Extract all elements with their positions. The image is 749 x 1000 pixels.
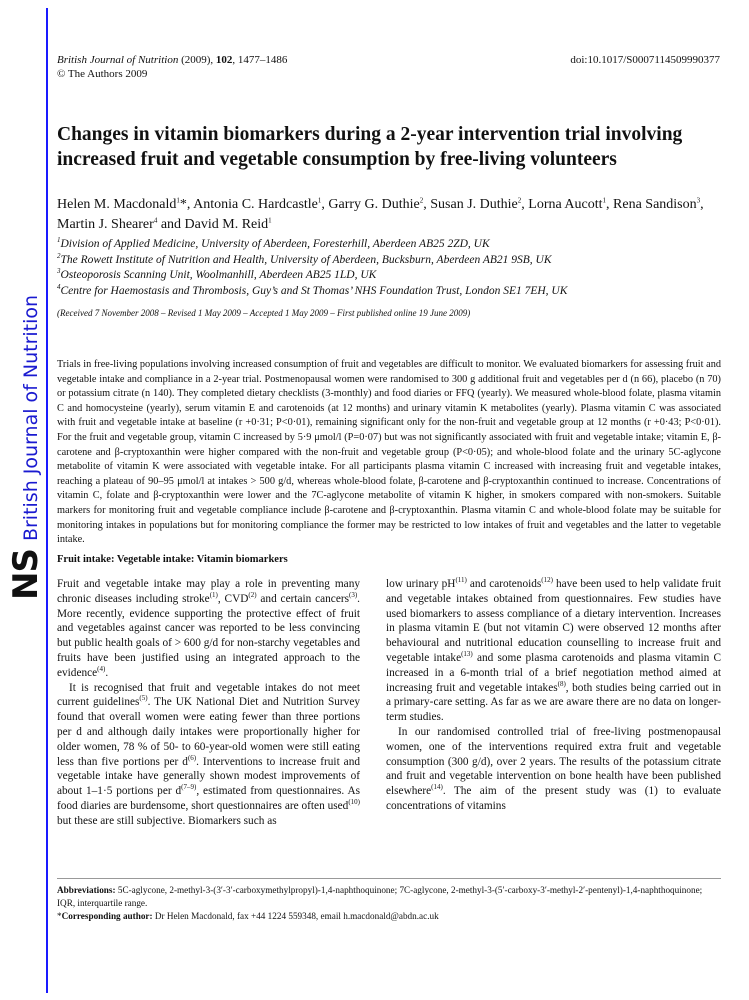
superscript: 3 xyxy=(57,267,61,276)
affiliations xyxy=(57,237,727,299)
corresponding-text: Dr Helen Macdonald, fax +44 1224 559348, email h.macdonald@abdn.ac.uk xyxy=(152,911,439,921)
citation-year: (2009), xyxy=(178,54,216,66)
margin-rule xyxy=(46,8,48,993)
text-run: . xyxy=(105,666,109,679)
line xyxy=(57,284,727,300)
asterisk: * xyxy=(57,911,62,921)
superscript: 2 xyxy=(57,251,61,260)
abbreviations-note xyxy=(57,884,721,910)
side-journal-name: British Journal of Nutrition xyxy=(20,294,42,542)
body-column-left xyxy=(57,577,360,829)
line xyxy=(57,268,727,284)
abbreviations-label: Abbreviations: xyxy=(57,885,116,895)
author-list xyxy=(57,195,727,235)
line xyxy=(57,195,727,235)
paragraph xyxy=(386,577,721,725)
text-run: and David M. Reid xyxy=(157,217,269,232)
superscript: (7–9) xyxy=(181,783,197,792)
text-run: and certain cancers xyxy=(256,592,349,605)
superscript: 2 xyxy=(517,196,522,205)
text-run: Division of Applied Medicine, University of Aberdeen, Foresterhill, Aberdeen AB25 2ZD, UK xyxy=(60,238,490,250)
doi-link[interactable]: doi:10.1017/S0007114509990377 xyxy=(570,54,720,66)
text-run: It is recognised that fruit and vegetable intakes do not meet current guidelines xyxy=(57,681,360,709)
journal-name: British Journal of Nutrition xyxy=(57,54,179,66)
superscript: 1 xyxy=(57,236,61,245)
text-run: , Rena Sandison xyxy=(606,197,697,212)
superscript: (3) xyxy=(349,591,358,600)
superscript: 4 xyxy=(57,282,61,291)
text-run: In our randomised controlled trial of free-living postmenopausal women, one of the interventions required extra fruit and vegetable consumption (300 g/d), over 2 years. The results of the potassium citrate and fruit and vegetable intervention on bone health have been published elsewhere xyxy=(386,725,721,798)
text-run: Helen M. Macdonald xyxy=(57,197,177,212)
abstract: Trials in free-living populations involving increased consumption of fruit and vegetables are difficult to monitor. We evaluated biomarkers for assessing fruit and vegetable intake and compliance in a 2-year trial. Postmenopausal women were randomised to 300 g additional fruit and vegetables per d (n 66), placebo (n 70) or potassium citrate (n 140). They completed dietary checklists (3-monthly) and food diaries or FFQ (yearly). We measured whole-blood folate, plasma vitamin C and homocysteine (yearly), serum vitamin E and carotenoids (at 12 months) and urinary vitamin K metabolites (yearly). Plasma vitamin C was associated with fruit and vegetable intake at baseline (r +0·31; P<0·01), remaining significant only for the non-fruit and vegetable group at 12 months (r +0·43; P<0·01). For the fruit and vegetable group, vitamin C increased by 5·9 μmol/l (P=0·07) but was not significantly associated with fruit and vegetable intake; vitamin E, β-carotene and β-cryptoxanthin were higher compared with the non-fruit and vegetable group (P<0·05); and whole-blood folate and the urinary 5C-aglycone metabolite of vitamin K were associated with vegetable intake. For all participants plasma vitamin C increased with increasing fruit and vegetable intakes, reaching a plateau of 90–95 μmol/l at intakes > 500 g/d, whereas whole-blood folate, β-carotene and β-cryptoxanthin continued to increase. Concentrations of vitamin C, folate and β-cryptoxanthin were lower and the 7C-aglycone metabolite of vitamin K higher, in smokers compared with non-smokers. Suitable markers for monitoring fruit and vegetable compliance include β-carotene and β-cryptoxanthin. Plasma vitamin C and whole-blood folate may be suitable for monitoring intakes in populations but for monitoring compliance the former may be restricted to low intakes of fruit and vegetables and the latter to vegetable intake. xyxy=(57,359,721,546)
text-run: *, Antonia C. Hardcastle xyxy=(179,197,318,212)
superscript: (4) xyxy=(97,665,106,674)
text-run: low urinary pH xyxy=(386,578,456,590)
text-run: and some plasma carotenoids and plasma vitamin C increased in a 6-month trial of a brief negotiation method aimed at increasing fruit and vegetable intakes xyxy=(386,651,721,694)
text-run: Osteoporosis Scanning Unit, Woolmanhill, Aberdeen AB25 1LD, UK xyxy=(60,269,377,281)
journal-side-logo xyxy=(6,295,46,600)
superscript: (14) xyxy=(431,783,443,792)
paragraph xyxy=(57,577,360,681)
superscript: 3 xyxy=(696,196,701,205)
footnotes xyxy=(57,884,721,923)
superscript: (13) xyxy=(461,650,473,659)
superscript: (1) xyxy=(209,591,218,600)
line xyxy=(57,253,727,269)
text-run: . Interventions to increase fruit and vegetable intake have generally shown modest improvements of about 1–1·5 portions per d xyxy=(57,755,360,798)
abbreviations-text: 5C-aglycone, 2-methyl-3-(3′-3′-carboxymethylpropyl)-1,4-naphthoquinone; 7C-aglycone, 2-methyl-3-(5′-carboxy-3′-methyl-2′-pentenyl)-1,4-naphthoquinone; IQR, interquartile range. xyxy=(57,885,703,908)
superscript: (12) xyxy=(541,576,553,585)
footnote-rule xyxy=(57,878,721,879)
text-run: , both studies being carried out in a primary-care setting. As far as we are aware there are no data on longer-term studies. xyxy=(386,681,721,724)
article-title: Changes in vitamin biomarkers during a 2-year intervention trial involving increased fruit and vegetable consumption by free-living volunteers xyxy=(57,124,683,170)
text-run: , CVD xyxy=(217,592,249,605)
text-run: , Lorna Aucott xyxy=(521,197,603,212)
text-run: have been used to help validate fruit and vegetable intakes obtained from questionnaires. Few studies have used biomarkers to assess compliance of a dietary intervention. Increases in plasma vitamin E (but not vitamin C) were observed 12 months after behavioural and nutritional education counselling to increase fruit and vegetable intake xyxy=(386,578,721,664)
text-run: Centre for Haemostasis and Thrombosis, Guy’s and St Thomas’ NHS Foundation Trust, London SE1 7EH, UK xyxy=(60,284,568,297)
text-run: The Rowett Institute of Nutrition and Health, University of Aberdeen, Bucksburn, Aberdeen AB21 9SB, UK xyxy=(60,253,552,266)
citation-line xyxy=(57,54,287,66)
pages: , 1477–1486 xyxy=(232,54,288,66)
text-run: , Garry G. Duthie xyxy=(321,197,420,212)
volume: 102 xyxy=(215,54,233,66)
text-run: Fruit and vegetable intake may play a role in preventing many chronic diseases including stroke xyxy=(57,578,360,605)
superscript: (5) xyxy=(139,694,148,703)
text-run: . The UK National Diet and Nutrition Survey found that overall women were eating fewer than three portions per d and although daily intakes were proportionally higher for older women, 78 % of 50- to 60-year-old women were still eating less than five portions per d xyxy=(57,696,360,768)
keywords: Fruit intake: Vegetable intake: Vitamin biomarkers xyxy=(57,554,288,565)
superscript: (10) xyxy=(348,798,360,807)
superscript: (11) xyxy=(455,576,467,585)
superscript: (8) xyxy=(557,679,566,688)
text-run: . The aim of the present study was (1) to evaluate concentrations of vitamins xyxy=(386,785,721,812)
superscript: 1 xyxy=(268,216,272,225)
superscript: 1 xyxy=(317,196,322,205)
text-run: , Susan J. Duthie xyxy=(423,197,518,212)
corresponding-label: Corresponding author: xyxy=(61,911,153,921)
text-run: . More recently, evidence supporting the protective effect of fruit and vegetables against cancer was reported to be less convincing but public health goals of > 600 g/d for non-starchy vegetables and fruits have been justified using an integrated approach to the evidence xyxy=(57,592,360,679)
superscript: 1 xyxy=(602,196,607,205)
received-dates: (Received 7 November 2008 – Revised 1 May 2009 – Accepted 1 May 2009 – First published online 19 June 2009) xyxy=(57,308,471,318)
ns-logo: NS xyxy=(6,549,46,600)
superscript: 2 xyxy=(419,196,424,205)
paragraph xyxy=(386,725,721,814)
text-run: , estimated from questionnaires. As food diaries are burdensome, short questionnaires are often used xyxy=(57,785,360,812)
superscript: 4 xyxy=(153,216,158,225)
superscript: (2) xyxy=(248,591,257,600)
corresponding-author-note xyxy=(57,910,721,923)
text-run: , Martin J. Shearer xyxy=(57,197,704,232)
body-column-right xyxy=(386,577,721,814)
text-run: and carotenoids xyxy=(466,578,542,590)
text-run: but these are still subjective. Biomarkers such as xyxy=(57,814,277,827)
line xyxy=(57,237,727,253)
superscript: (6) xyxy=(187,753,197,762)
superscript: 1 xyxy=(176,196,180,205)
paragraph xyxy=(57,681,360,829)
copyright: © The Authors 2009 xyxy=(57,68,148,80)
